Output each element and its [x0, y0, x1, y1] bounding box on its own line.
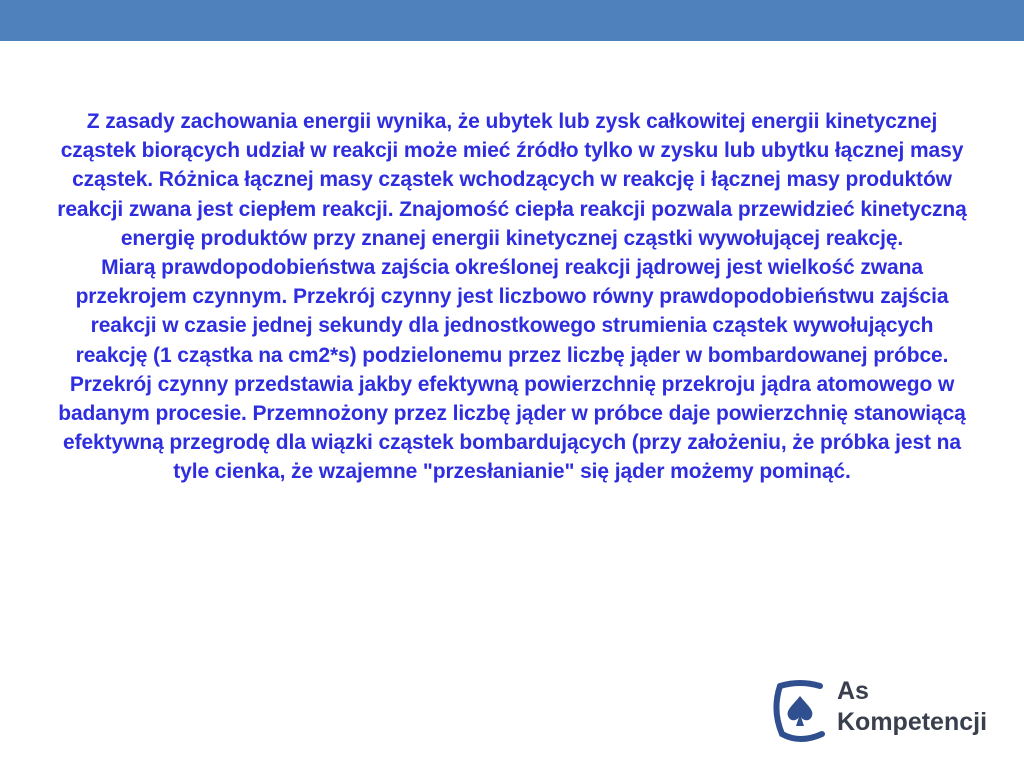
- header-bar: [0, 0, 1024, 41]
- logo-text-as: As: [837, 677, 869, 705]
- logo-text-kompetencji: Kompetencji: [837, 708, 988, 736]
- as-kompetencji-logo: [770, 676, 1010, 744]
- spade-card-icon: [770, 676, 834, 744]
- slide-body: [52, 107, 972, 487]
- paragraph-cross-section: Miarą prawdopodobieństwa zajścia określonej reakcji jądrowej jest wielkość zwana przekrojem czynnym. Przekrój czynny jest liczbowo równy prawdopodobieństwu zajścia reakcji w czasie jednej sekundy dla jednostkowego strumienia cząstek wywołujących reakcję (1 cząstka na cm2*s) podzielonemu przez liczbę jąder w bombardowanej próbce. Przekrój czynny przedstawia jakby efektywną powierzchnię przekroju jądra atomowego w badanym procesie. Przemnożony przez liczbę jąder w próbce daje powierzchnię stanowiącą efektywną przegrodę dla wiązki cząstek bombardujących (przy założeniu, że próbka jest na tyle cienka, że wzajemne "przesłanianie" się jąder możemy pominąć.: [58, 256, 966, 484]
- paragraph-energy: Z zasady zachowania energii wynika, że ubytek lub zysk całkowitej energii kinetycznej cząstek biorących udział w reakcji może mieć źródło tylko w zysku lub ubytku łącznej masy cząstek. Różnica łącznej masy cząstek wchodzących w reakcję i łącznej masy produktów reakcji zwana jest ciepłem reakcji. Znajomość ciepła reakcji pozwala przewidzieć kinetyczną energię produktów przy znanej energii kinetycznej cząstki wywołującej reakcję.: [57, 110, 967, 250]
